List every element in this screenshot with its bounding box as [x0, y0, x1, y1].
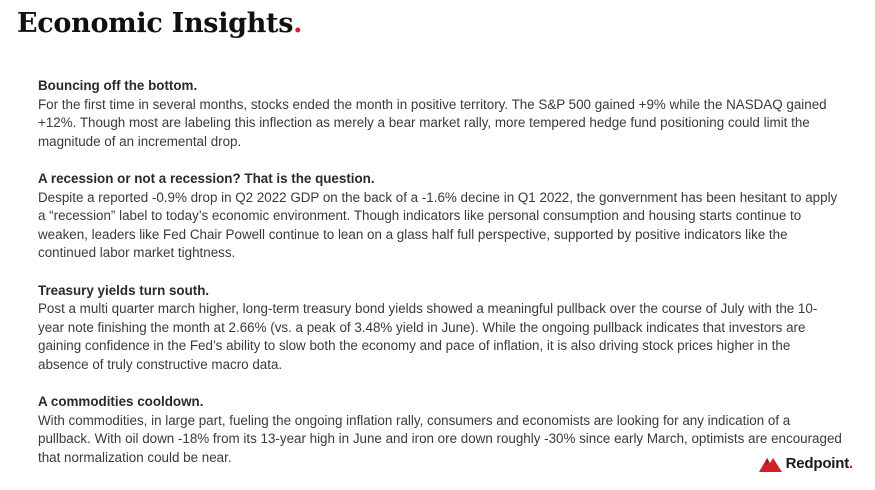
- section-heading: A commodities cooldown.: [38, 394, 204, 410]
- section-heading: A recession or not a recession? That is the question.: [38, 170, 375, 186]
- logo-dot: .: [849, 455, 853, 472]
- section-heading: Treasury yields turn south.: [38, 282, 210, 298]
- page-title: [17, 5, 302, 43]
- redpoint-logo-text: [786, 455, 853, 472]
- page-title-text: Economic Insights: [17, 8, 294, 39]
- section-body: Post a multi quarter march higher, long-term treasury bond yields showed a meaningful pullback over the course of July with the 10-year note finishing the month at 2.66% (vs. a peak of 3.48% yield in June). While the ongoing pullback indicates that investors are gaining confidence in the Fed’s ability to slow both the economy and pace of inflation, it is also driving stock prices higher in the absence of truly constructive macro data.: [38, 301, 818, 372]
- redpoint-logo: [759, 455, 853, 472]
- redpoint-mountain-icon: [759, 456, 782, 472]
- section-body: Despite a reported -0.9% drop in Q2 2022 GDP on the back of a -1.6% decine in Q1 2022, the gonvernment has been hesitant to apply a “recession” label to today’s economic environment. Though indicators like personal consumption and housing starts continue to weaken, leaders like Fed Chair Powell continue to lean on a glass half full perspective, supported by positive indicators like the continued labor market tightness.: [38, 189, 838, 261]
- page-title-dot: .: [293, 8, 303, 39]
- section-heading: Bouncing off the bottom.: [38, 78, 198, 93]
- section-bouncing-off-bottom: [38, 77, 843, 151]
- section-treasury-yields: [38, 282, 843, 375]
- section-commodities-cooldown: [38, 393, 843, 467]
- section-recession: [38, 170, 843, 263]
- insights-content: [38, 77, 843, 486]
- section-body: For the first time in several months, stocks ended the month in positive territory. The S&P 500 gained +9% while the NASDAQ gained +12%. Though most are labeling this inflection as merely a bear market rally, more tempered hedge fund positioning could limit the magnitude of an incremental drop.: [38, 96, 827, 149]
- logo-name: Redpoint: [785, 455, 850, 472]
- section-body: With commodities, in large part, fueling the ongoing inflation rally, consumers and economists are looking for any indication of a pullback. With oil down -18% from its 13-year high in June and iron ore down roughly -30% since early March, optimists are encouraged that normalization could be near.: [38, 412, 842, 465]
